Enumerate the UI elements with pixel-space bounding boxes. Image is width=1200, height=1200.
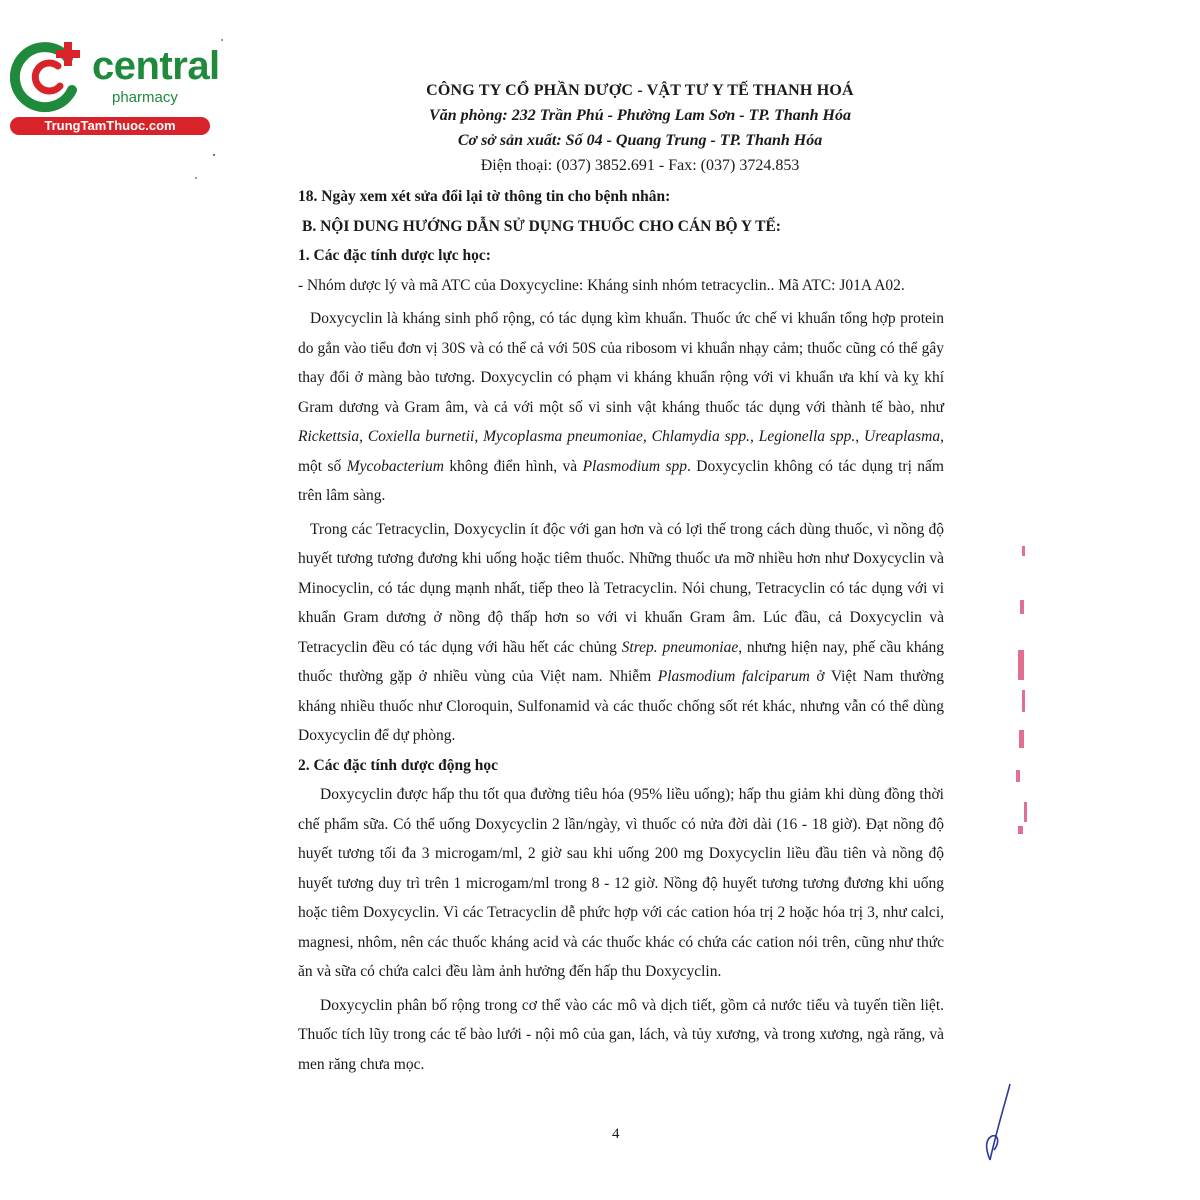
company-name: CÔNG TY CỔ PHẦN DƯỢC - VẬT TƯ Y TẾ THANH HOÁ	[426, 82, 854, 99]
section-1-heading: 1. Các đặc tính dược lực học:	[298, 247, 491, 264]
section-2-heading: 2. Các đặc tính dược động học	[298, 756, 499, 774]
section-18-heading: 18. Ngày xem xét sửa đổi lại tờ thông tin cho bệnh nhân:	[298, 188, 671, 205]
pharmacodynamics-paragraph-1: Doxycyclin là kháng sinh phổ rộng, có tác dụng kìm khuẩn. Thuốc ức chế vi khuẩn tổng hợp protein do gắn vào tiểu đơn vị 30S và có thể cả với 50S của ribosom vi khuẩn nhạy cảm; thuốc cũng có thể gây thay đổi ở màng bào tương. Doxycyclin có phạm vi kháng khuẩn rộng với vi khuẩn ưa khí và kỵ khí Gram dương và Gram âm, và cả với một số vi sinh vật kháng thuốc tác dụng với thành tế bào, như Rickettsia, Coxiella burnetii, Mycoplasma pneumoniae, Chlamydia spp., Legionella spp., Ureaplasma, một số Mycobacterium không điển hình, và Plasmodium spp. Doxycyclin không có tác dụng trị nấm trên lâm sàng.	[298, 310, 944, 504]
brand-subtitle: pharmacy	[112, 89, 178, 106]
pharmacodynamics-paragraph-2: Trong các Tetracyclin, Doxycyclin ít độc với gan hơn và có lợi thế trong cách dùng thuốc, vì nồng độ huyết tương tương đương khi uống hoặc tiêm thuốc. Những thuốc ưa mỡ nhiều hơn như Doxycyclin và Minocyclin, có tác dụng mạnh nhất, tiếp theo là Tetracyclin. Nói chung, Tetracyclin có tác dụng với vi khuẩn Gram dương ở nồng độ thấp hơn so với vi khuẩn Gram âm. Lúc đầu, cả Doxycyclin và Tetracyclin đều có tác dụng với hầu hết các chủng Strep. pneumoniae, nhưng hiện nay, phế cầu kháng thuốc thường gặp ở nhiều vùng của Việt nam. Nhiễm Plasmodium falciparum ở Việt Nam thường kháng nhiều thuốc như Cloroquin, Sulfonamid và các thuốc chống sốt rét khác, nhưng vẫn có thể dùng Doxycyclin để dự phòng.	[298, 520, 944, 744]
part-b-heading: B. NỘI DUNG HƯỚNG DẪN SỬ DỤNG THUỐC CHO CÁN BỘ Y TẾ:	[302, 217, 781, 235]
factory-address: Cơ sở sản xuất: Số 04 - Quang Trung - TP. Thanh Hóa	[457, 132, 823, 149]
brand-name: central	[92, 44, 220, 88]
page-number: 4	[612, 1126, 620, 1142]
contact-phone: Điện thoại: (037) 3852.691 - Fax: (037) 3724.853	[480, 157, 800, 174]
pharmacokinetics-paragraph-1: Doxycyclin được hấp thu tốt qua đường tiêu hóa (95% liều uống); hấp thu giảm khi dùng đồng thời chế phẩm sữa. Có thể uống Doxycyclin 2 lần/ngày, vì thuốc có nửa đời dài (16 - 18 giờ). Đạt nồng độ huyết tương tối đa 3 microgam/ml, 2 giờ sau khi uống 200 mg Doxycyclin liều đầu tiên và nồng độ huyết tương duy trì trên 1 microgam/ml trong 8 - 12 giờ. Nồng độ huyết tương tương đương khi uống hoặc tiêm Doxycyclin. Vì các Tetracyclin dễ phức hợp với các cation hóa trị 2 hoặc hóa trị 3, như calci, magnesi, nhôm, nên các thuốc kháng acid và các thuốc khác có chứa các cation nói trên, cũng như thức ăn và sữa có chứa calci đều làm ảnh hưởng đến hấp thu Doxycyclin.	[298, 786, 944, 980]
office-address: Văn phòng: 232 Trần Phú - Phường Lam Sơn - TP. Thanh Hóa	[429, 107, 851, 124]
pharmacokinetics-paragraph-2: Doxycyclin phân bố rộng trong cơ thể vào các mô và dịch tiết, gồm cả nước tiểu và tuyến tiền liệt. Thuốc tích lũy trong các tế bào lưới - nội mô của gan, lách, và tủy xương, và trong xương, ngà răng, và men răng chưa mọc.	[298, 996, 944, 1073]
atc-code-paragraph: - Nhóm dược lý và mã ATC của Doxycycline: Kháng sinh nhóm tetracyclin.. Mã ATC: J01A A02.	[298, 276, 905, 294]
brand-website: TrungTamThuoc.com	[10, 117, 210, 135]
